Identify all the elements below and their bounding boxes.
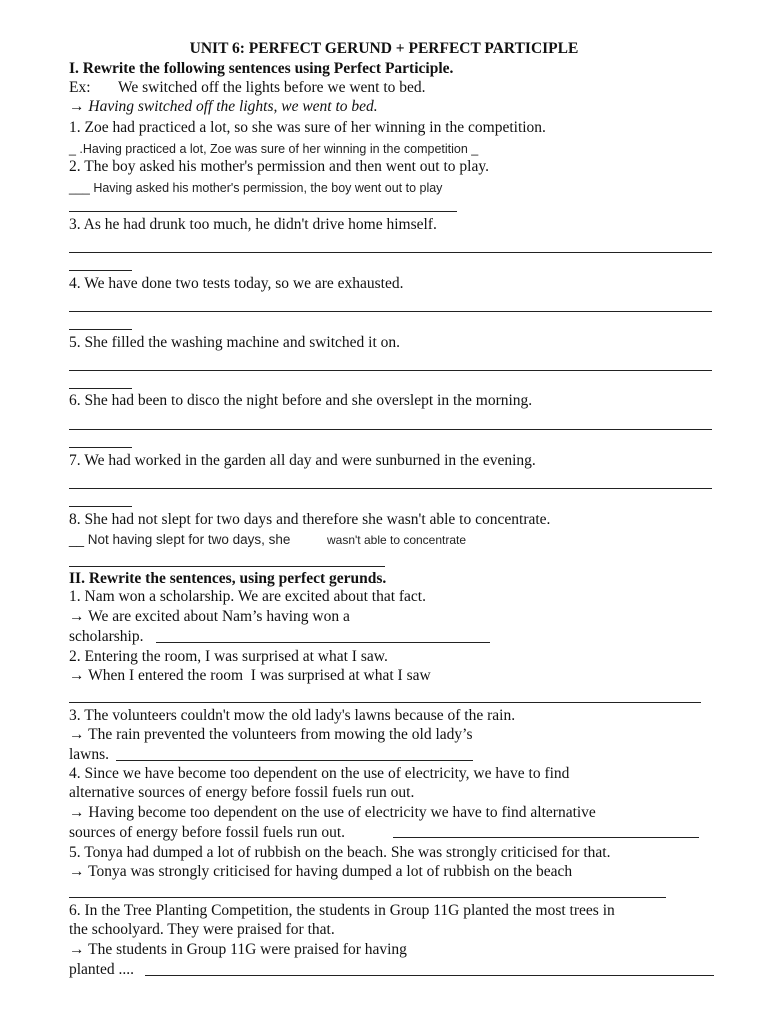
answer-1: _ .Having practiced a lot, Zoe was sure of her winning in the competition _ [69, 142, 479, 156]
answer-line [393, 837, 699, 838]
gerund-a2: → When I entered the room I was surprised at what I saw [69, 667, 431, 684]
gerund-a6a: → The students in Group 11G were praised for having [69, 941, 407, 958]
answer-line [69, 566, 385, 567]
gerund-q3: 3. The volunteers couldn't mow the old lady's lawns because of the rain. [69, 707, 516, 724]
question-2: 2. The boy asked his mother's permission and then went out to play. [69, 158, 489, 175]
gerund-q4a: 4. Since we have become too dependent on the use of electricity, we have to find [69, 765, 570, 782]
gerund-a3b: lawns. [69, 746, 110, 763]
gerund-a3a: → The rain prevented the volunteers from mowing the old lady’s [69, 726, 473, 743]
question-6: 6. She had been to disco the night before and she overslept in the morning. [69, 392, 533, 409]
answer-line [69, 270, 132, 271]
gerund-q5: 5. Tonya had dumped a lot of rubbish on the beach. She was strongly criticised for that. [69, 844, 611, 861]
gerund-a6b: planted .... [69, 961, 134, 978]
answer-2: ___ Having asked his mother's permission, the boy went out to play [69, 181, 443, 195]
answer-8b: wasn't able to concentrate [327, 533, 467, 547]
answer-line [145, 975, 714, 976]
answer-line [69, 370, 712, 371]
answer-line [69, 506, 132, 507]
example-answer: → Having switched off the lights, we went to bed. [69, 98, 378, 115]
answer-line [69, 211, 457, 212]
gerund-q4b: alternative sources of energy before fossil fuels run out. [69, 784, 415, 801]
answer-line [69, 429, 712, 430]
gerund-q6a: 6. In the Tree Planting Competition, the students in Group 11G planted the most trees in [69, 902, 615, 919]
question-4: 4. We have done two tests today, so we are exhausted. [69, 275, 404, 292]
question-5: 5. She filled the washing machine and switched it on. [69, 334, 401, 351]
gerund-q6b: the schoolyard. They were praised for that. [69, 921, 335, 938]
answer-8a: __ Not having slept for two days, she [69, 532, 291, 547]
answer-line [69, 488, 712, 489]
gerund-a1b: scholarship. [69, 628, 144, 645]
gerund-q2: 2. Entering the room, I was surprised at what I saw. [69, 648, 388, 665]
page-title: UNIT 6: PERFECT GERUND + PERFECT PARTICIPLE [189, 40, 579, 57]
gerund-q1: 1. Nam won a scholarship. We are excited about that fact. [69, 588, 426, 605]
question-7: 7. We had worked in the garden all day and were sunburned in the evening. [69, 452, 536, 469]
answer-line [69, 702, 701, 703]
section-1-heading: I. Rewrite the following sentences using Perfect Participle. [69, 60, 454, 77]
example-sentence: We switched off the lights before we went to bed. [118, 79, 426, 96]
gerund-a4b: sources of energy before fossil fuels run out. [69, 824, 346, 841]
gerund-a1a: → We are excited about Nam’s having won a [69, 608, 350, 625]
question-1: 1. Zoe had practiced a lot, so she was sure of her winning in the competition. [69, 119, 546, 136]
gerund-a4a: → Having become too dependent on the use of electricity we have to find alternative [69, 804, 596, 821]
section-2-heading: II. Rewrite the sentences, using perfect gerunds. [69, 570, 387, 587]
answer-line [69, 447, 132, 448]
answer-line [156, 642, 490, 643]
question-8: 8. She had not slept for two days and therefore she wasn't able to concentrate. [69, 511, 551, 528]
question-3: 3. As he had drunk too much, he didn't drive home himself. [69, 216, 437, 233]
answer-line [69, 388, 132, 389]
answer-line [69, 252, 712, 253]
answer-line [69, 311, 712, 312]
answer-line [116, 760, 473, 761]
answer-line [69, 897, 666, 898]
gerund-a5: → Tonya was strongly criticised for having dumped a lot of rubbish on the beach [69, 863, 573, 880]
answer-line [69, 329, 132, 330]
example-label: Ex: [69, 79, 91, 96]
